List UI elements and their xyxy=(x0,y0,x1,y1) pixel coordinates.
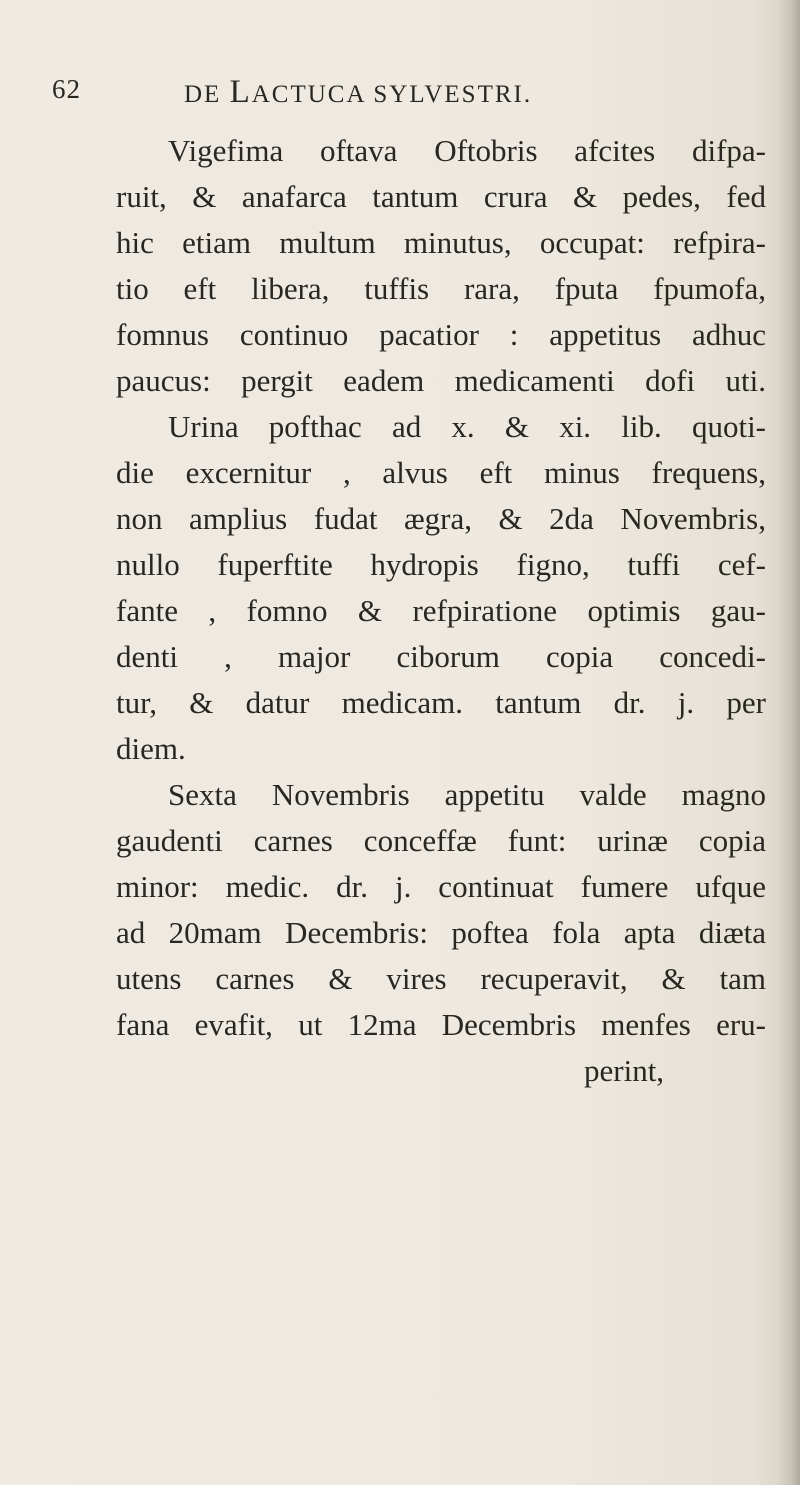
page-number: 62 xyxy=(52,74,81,104)
text-line-17: minor: medic. dr. j. continuat fumere ufque xyxy=(116,869,766,904)
text-line-20: fana evafit, ut 12ma Decembris menfes eru- xyxy=(116,1007,766,1042)
text-line-14: diem. xyxy=(116,731,186,766)
running-title xyxy=(184,74,532,111)
running-title-de: DE xyxy=(184,81,222,108)
text-line-16: gaudenti carnes conceffæ funt: urinæ copia xyxy=(116,823,766,858)
text-line-19: utens carnes & vires recuperavit, & tam xyxy=(116,961,766,996)
text-line-18: ad 20mam Decembris: poftea fola apta diæta xyxy=(116,915,766,950)
text-line-15: Sexta Novembris appetitu valde magno xyxy=(168,777,766,812)
text-line-5: fomnus continuo pacatior : appetitus adhuc xyxy=(116,317,766,352)
text-line-8: die excernitur , alvus eft minus frequens, xyxy=(116,455,766,490)
text-line-6: paucus: pergit eadem medicamenti dofi uti. xyxy=(116,363,766,398)
page-edge-shadow xyxy=(778,0,800,1485)
body-text xyxy=(116,128,766,1094)
text-line-12: denti , major ciborum copia concedi- xyxy=(116,639,766,674)
text-line-4: tio eft libera, tuffis rara, fputa fpumofa, xyxy=(116,271,766,306)
text-line-7: Urina pofthac ad x. & xi. lib. quoti- xyxy=(168,409,766,444)
text-line-13: tur, & datur medicam. tantum dr. j. per xyxy=(116,685,766,720)
text-line-1: Vigefima oftava Oftobris afcites difpa- xyxy=(168,133,766,168)
running-title-initial: L xyxy=(229,74,252,110)
running-head xyxy=(52,74,752,114)
text-line-2: ruit, & anafarca tantum crura & pedes, fed xyxy=(116,179,766,214)
text-line-9: non amplius fudat ægra, & 2da Novembris, xyxy=(116,501,766,536)
text-line-10: nullo fuperftite hydropis figno, tuffi cef- xyxy=(116,547,766,582)
running-title-rest: ACTUCA SYLVESTRI. xyxy=(251,81,533,108)
text-line-11: fante , fomno & refpiratione optimis gau- xyxy=(116,593,766,628)
catchword: perint, xyxy=(584,1053,665,1088)
text-line-3: hic etiam multum minutus, occupat: refpira- xyxy=(116,225,766,260)
